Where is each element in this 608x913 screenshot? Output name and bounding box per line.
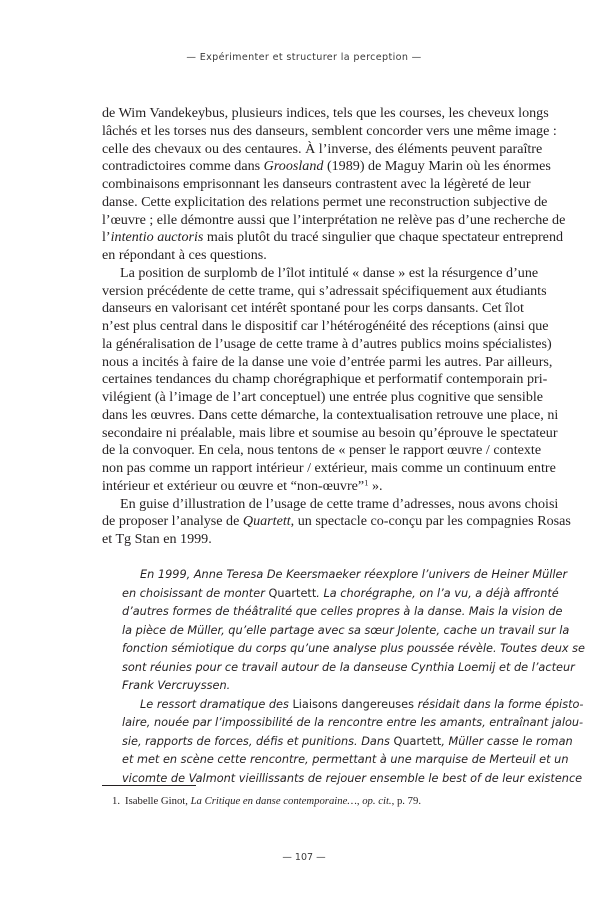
text-run: contradictoires comme dans	[102, 158, 264, 175]
quote-line	[122, 733, 573, 752]
text-run: intérieur et extérieur ou œuvre et “non-œuvre”	[102, 477, 365, 494]
text-line	[102, 229, 564, 247]
text-line: vilégient (à l’image de l’art conceptuel) une entrée plus cognitive que sensible	[102, 389, 544, 405]
page-number: — 107 —	[282, 852, 326, 863]
text-line: dans les œuvres. Dans cette démarche, la contextualisation retrouve une place, ni	[102, 406, 559, 423]
text-line: La position de surplomb de l’îlot intitulé « danse » est la résurgence d’une	[120, 264, 539, 281]
text-line: n’est plus central dans le dispositif car l’hétérogénéité des réceptions (ainsi que	[102, 318, 549, 334]
text-run: l’	[102, 229, 111, 246]
text-line: l’œuvre ; elle démontre aussi que l’interprétation ne relève pas d’une recherche de	[102, 211, 566, 228]
work-title: Quartett	[393, 734, 442, 748]
paragraph-3	[102, 495, 571, 549]
work-title: Quartett	[242, 513, 291, 530]
text-line: de Wim Vandekeybus, plusieurs indices, tels que les courses, les cheveux longs	[102, 105, 549, 121]
text-line	[102, 478, 506, 496]
quote-line: d’autres formes de théâtralité que celles propres à la danse. Mais la vision de	[122, 605, 563, 618]
text-line	[102, 158, 551, 176]
work-title: Liaisons dangereuses	[292, 697, 415, 711]
text-run: en choisissant de monter	[122, 586, 269, 600]
text-line: la généralisation de l’usage de cette trame à d’autres publics moins spécialistes)	[102, 335, 552, 352]
work-title: Quartett	[268, 586, 317, 600]
cited-title: La Critique en danse contemporaine…	[190, 795, 357, 807]
text-line: celle des chevaux ou des centaures. À l’inverse, des éléments peuvent paraître	[102, 140, 543, 157]
quote-line	[122, 585, 559, 604]
quote-line: laire, nouée par l’impossibilité de la rencontre entre les amants, entraînant jalou-	[122, 716, 584, 729]
text-run: Isabelle Ginot,	[125, 795, 191, 807]
text-run: , un spectacle co-conçu par les compagnies Rosas	[290, 513, 571, 530]
text-line: et Tg Stan en 1999.	[102, 531, 212, 547]
block-quote	[122, 566, 585, 788]
text-line: non pas comme un rapport intérieur / extérieur, mais comme un continuum entre	[102, 460, 556, 476]
body-text	[102, 105, 571, 549]
text-line: nous a incités à faire de la danse une voie d’entrée parmi les autres. Par ailleurs,	[102, 353, 553, 370]
text-line: secondaire ni préalable, mais libre et soumise au besoin qu’éprouve le spectateur	[102, 424, 558, 441]
text-run: résidait dans la forme épisto-	[414, 697, 584, 711]
quote-line	[122, 696, 584, 715]
footnote-number: 1.	[112, 795, 121, 807]
quote-line: la pièce de Müller, qu’elle partage avec sa sœur Jolente, cache un travail sur la	[122, 623, 570, 637]
text-run: (1989) de Maguy Marin où les énormes	[323, 158, 551, 175]
quote-line: fonction sémiotique du corps qu’une analyse plus poussée révèle. Toutes deux se	[122, 642, 585, 655]
text-line: de la convoquer. En cela, nous tentons de « penser le rapport œuvre / contexte	[102, 442, 542, 459]
quote-paragraph-1	[122, 566, 585, 696]
quote-line: vicomte de Valmont vieillissants de rejouer ensemble le best of de leur existence	[122, 771, 583, 785]
text-run: ».	[368, 477, 383, 494]
text-run: . La chorégraphe, on l’a vu, a déjà affronté	[316, 586, 559, 600]
text-line: En guise d’illustration de l’usage de cette trame d’adresses, nous avons choisi	[120, 495, 559, 512]
text-line: version précédente de cette trame, qui s’adressait spécifiquement aux étudiants	[102, 282, 547, 299]
text-run: ,	[356, 795, 363, 807]
footnote-divider	[102, 785, 196, 786]
work-title: Groosland	[263, 158, 324, 175]
quote-line: et met en scène cette rencontre, permettant à une marquise de Merteuil et un	[122, 753, 569, 766]
text-line: lâchés et les torses nus des danseurs, semblent concorder vers une même image :	[102, 122, 557, 139]
footnote-reference[interactable]: 1	[364, 477, 369, 488]
quote-line: Frank Vercruyssen.	[122, 679, 231, 692]
quote-paragraph-2	[122, 696, 584, 789]
text-line: combinaisons emprisonnant les danseurs contrastent avec la légèreté de leur	[102, 176, 531, 192]
text-run: , Müller casse le roman	[441, 734, 573, 748]
text-run: , p. 79.	[391, 795, 421, 807]
text-line: certaines tendances du champ chorégraphique et performatif contemporain pri-	[102, 371, 548, 388]
citation-abbrev: op. cit.	[362, 795, 392, 807]
latin-term: intentio auctoris	[110, 229, 204, 246]
quote-line: En 1999, Anne Teresa De Keersmaeker réexplore l’univers de Heiner Müller	[140, 568, 568, 581]
text-run: Le ressort dramatique des	[140, 697, 293, 711]
running-head: — Expérimenter et structurer la perception —	[186, 52, 422, 63]
quote-line: sont réunies pour ce travail autour de la danseuse Cynthia Loemij et de l’acteur	[122, 660, 575, 674]
text-run: sie, rapports de forces, défis et punitions. Dans	[122, 734, 394, 748]
text-line: danse. Cette explicitation des relations permet une reconstruction subjective de	[102, 193, 548, 210]
text-line: en répondant à ces questions.	[102, 247, 267, 263]
text-line	[102, 513, 571, 531]
paragraph-1	[102, 105, 566, 265]
text-run: mais plutôt du tracé singulier que chaque spectateur entreprend	[203, 229, 564, 246]
footnote	[112, 795, 421, 807]
text-line: danseurs en valorisant cet intérêt spontané pour les corps dansants. Cet îlot	[102, 300, 524, 317]
paragraph-2	[102, 264, 559, 496]
text-run: de proposer l’analyse de	[102, 513, 243, 530]
